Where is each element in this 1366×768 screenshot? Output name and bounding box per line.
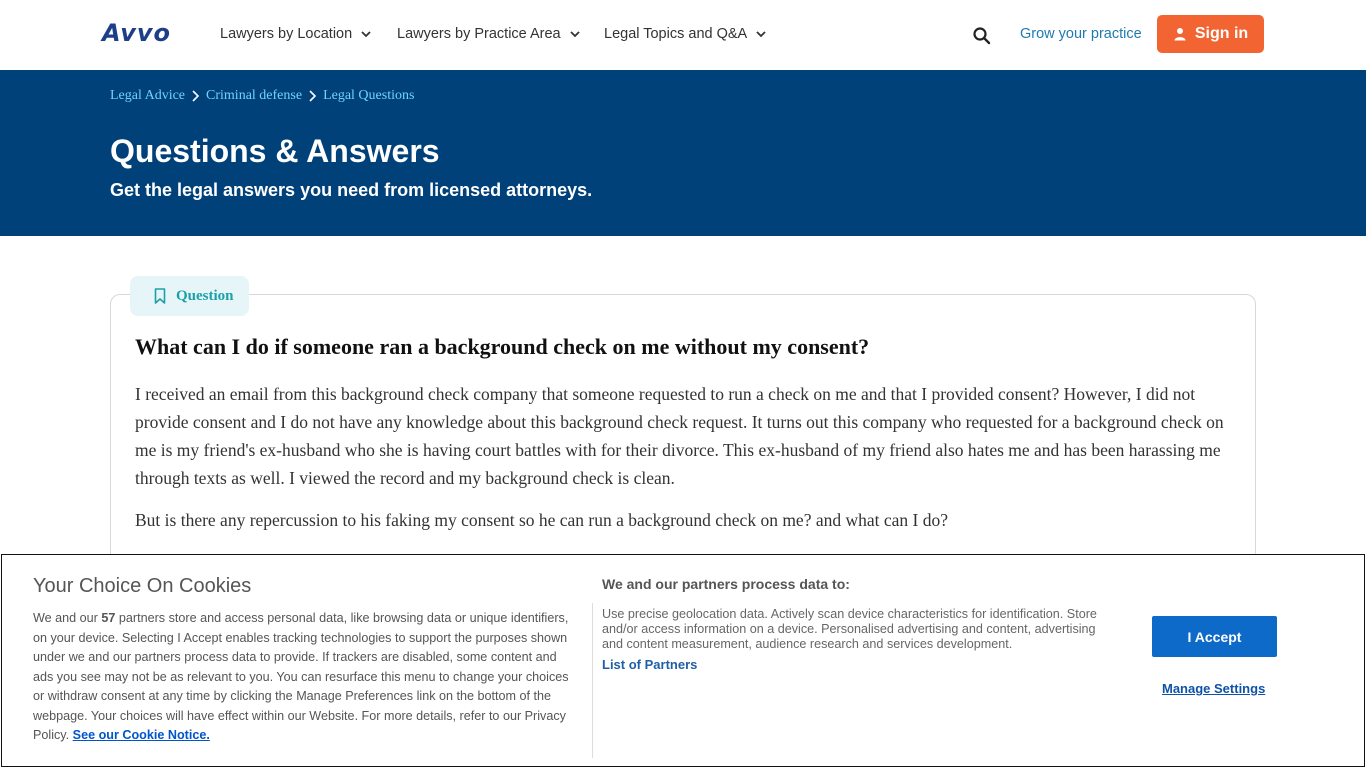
accept-cookies-button[interactable]: I Accept [1152, 616, 1277, 657]
bookmark-icon [154, 288, 166, 304]
sign-in-label: Sign in [1194, 25, 1249, 42]
divider [592, 603, 593, 758]
question-title: What can I do if someone ran a background check on me without my consent? [135, 334, 870, 359]
hero-banner [0, 70, 1366, 236]
search-icon[interactable] [972, 26, 992, 46]
nav-label: Legal Topics and Q&A [604, 26, 748, 42]
breadcrumb-legal-advice[interactable]: Legal Advice [110, 88, 186, 103]
nav-label: Lawyers by Location [220, 26, 353, 42]
breadcrumb-legal-questions[interactable]: Legal Questions [323, 88, 415, 103]
avvo-logo[interactable]: Avvo [102, 19, 172, 47]
cookie-text-before: We and our [33, 611, 102, 625]
breadcrumb [110, 88, 414, 104]
manage-settings-link[interactable]: Manage Settings [1162, 681, 1266, 696]
nav-label: Lawyers by Practice Area [397, 26, 561, 42]
chevron-right-icon [308, 90, 317, 102]
chevron-down-icon [360, 28, 372, 40]
chevron-down-icon [569, 28, 581, 40]
cookie-description [33, 609, 578, 746]
nav-legal-topics[interactable] [604, 26, 767, 42]
breadcrumb-criminal-defense[interactable]: Criminal defense [206, 88, 303, 103]
partner-count: 57 [101, 611, 116, 625]
cookie-notice-link[interactable]: See our Cookie Notice. [72, 728, 210, 742]
question-tag-label: Question [176, 287, 234, 304]
question-tag [130, 276, 249, 316]
nav-lawyers-by-location[interactable] [220, 26, 372, 42]
question-body-paragraph: I received an email from this background check company that someone requested to run a check on me and that I provided consent? However, I did not provide consent and I do not have any knowledge about this background check request. It turns out this company who requested for a background check on me is my friend's ex-husband who she is having court battles with for their divorce. This ex-husband of my friend also hates me and has been harassing me through texts as well. I viewed the record and my background check is clean. [135, 384, 1224, 488]
page-title: Questions & Answers [110, 133, 440, 169]
nav-lawyers-by-practice-area[interactable] [397, 26, 581, 42]
grow-your-practice-link[interactable]: Grow your practice [1020, 26, 1142, 42]
chevron-down-icon [755, 28, 767, 40]
top-navigation [0, 0, 1366, 70]
sign-in-button[interactable] [1157, 15, 1264, 53]
page-subtitle: Get the legal answers you need from licensed attorneys. [110, 180, 593, 200]
cookie-text-after: partners store and access personal data, like browsing data or unique identifiers, on your device. Selecting I Accept enables tracking technologies to support the purposes shown under we and our partners process data to provide. If trackers are disabled, some content and ads you see may not be as relevant to you. You can resurface this menu to change your choices or withdraw consent at any time by clicking the Manage Preferences link on the bottom of the webpage. Your choices will have effect within our Website. For more details, refer to our Privacy Policy. [33, 611, 569, 742]
question-body-paragraph: But is there any repercussion to his faking my consent so he can run a background check on me? and what can I do? [135, 510, 949, 530]
cookie-purposes-title: We and our partners process data to: [602, 576, 850, 592]
cookie-title: Your Choice On Cookies [33, 575, 252, 597]
cookie-consent-banner [1, 554, 1365, 767]
user-icon [1173, 27, 1187, 41]
chevron-right-icon [191, 90, 200, 102]
list-of-partners-link[interactable]: List of Partners [602, 657, 698, 672]
cookie-purposes-text: Use precise geolocation data. Actively scan device characteristics for identification. Store and/or access information on a device. Personalised advertising and content, advertising and content measurement, audience research and services development. [602, 607, 1097, 651]
